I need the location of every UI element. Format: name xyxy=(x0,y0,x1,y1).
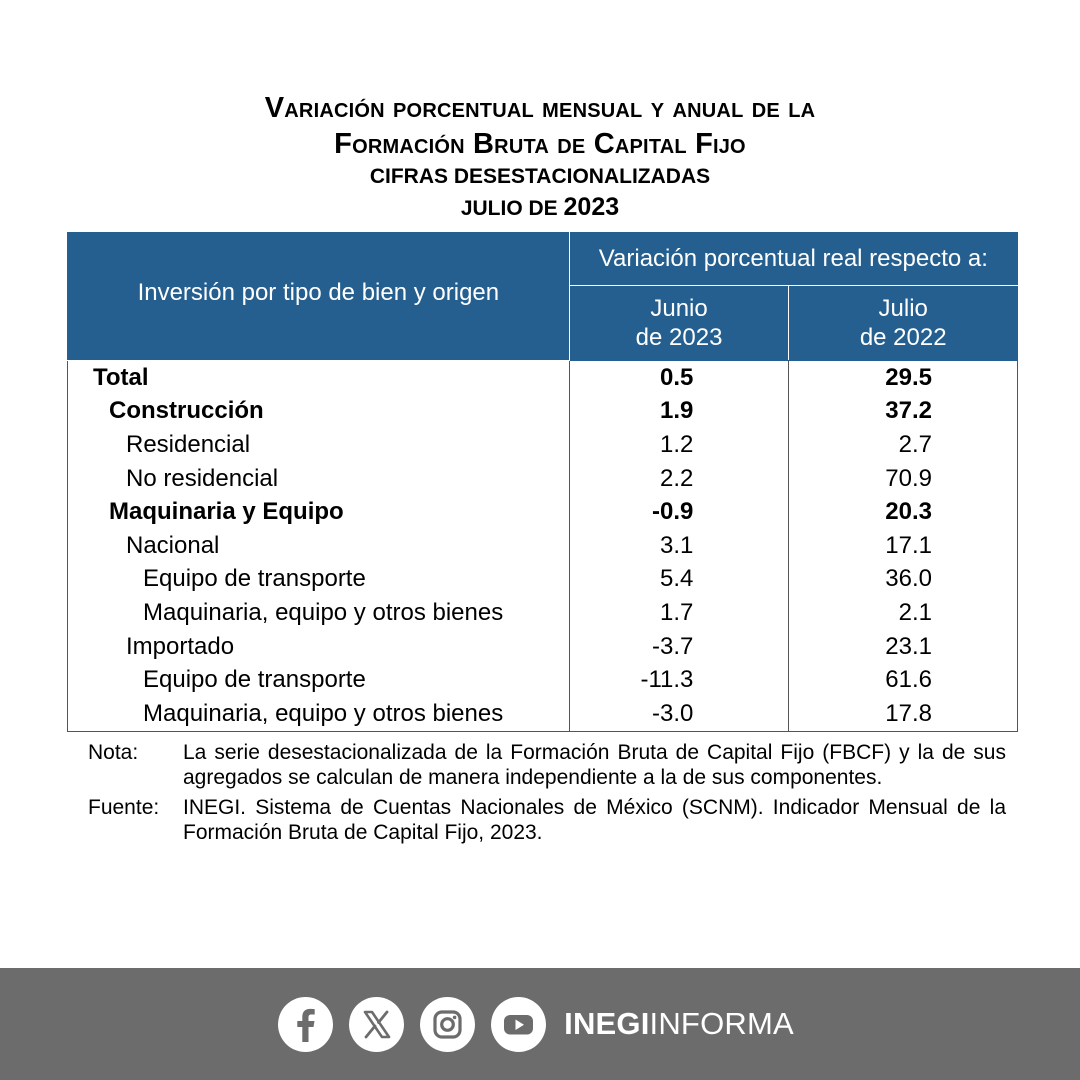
brand-light: INFORMA xyxy=(649,1006,794,1041)
value-june-2023: -3.0 xyxy=(569,697,789,731)
col-header-june-2023 xyxy=(569,286,789,361)
date-prefix: JULIO DE xyxy=(460,197,558,220)
table-row xyxy=(68,529,1018,563)
row-label: Equipo de transporte xyxy=(68,563,570,597)
row-label: No residencial xyxy=(68,462,570,496)
brand-wordmark xyxy=(564,1006,794,1042)
table-row xyxy=(68,361,1018,395)
notes-block xyxy=(88,740,1006,850)
col2-label: Julio de 2022 xyxy=(859,295,947,351)
date-line xyxy=(0,192,1080,224)
value-june-2023: 1.7 xyxy=(569,596,789,630)
source-row xyxy=(88,795,1006,845)
row-label: Maquinaria y Equipo xyxy=(68,495,570,529)
col-header-july-2022 xyxy=(789,286,1018,361)
source-key: Fuente: xyxy=(88,796,160,819)
instagram-icon[interactable] xyxy=(420,997,475,1052)
data-table xyxy=(67,232,1018,732)
value-june-2023: 1.2 xyxy=(569,428,789,462)
value-july-2022: 2.7 xyxy=(789,428,1018,462)
value-july-2022: 17.8 xyxy=(789,697,1018,731)
table-row xyxy=(68,630,1018,664)
row-label: Residencial xyxy=(68,428,570,462)
value-july-2022: 29.5 xyxy=(789,361,1018,395)
table-row xyxy=(68,428,1018,462)
table-row xyxy=(68,563,1018,597)
subtitle-line: CIFRAS DESESTACIONALIZADAS xyxy=(369,165,711,188)
source-text: INEGI. Sistema de Cuentas Nacionales de México (SCNM). Indicador Mensual de la Formación Bruta de Capital Fijo, 2023. xyxy=(183,796,1006,844)
row-label: Total xyxy=(68,361,570,395)
table-row xyxy=(68,462,1018,496)
table-row xyxy=(68,395,1018,429)
value-july-2022: 70.9 xyxy=(789,462,1018,496)
value-july-2022: 2.1 xyxy=(789,596,1018,630)
title-block xyxy=(0,90,1080,224)
value-june-2023: 5.4 xyxy=(569,563,789,597)
row-header: Inversión por tipo de bien y origen xyxy=(68,233,570,361)
brand-bold: INEGI xyxy=(564,1006,650,1041)
row-label: Maquinaria, equipo y otros bienes xyxy=(68,596,570,630)
row-label: Construcción xyxy=(68,395,570,429)
note-key: Nota: xyxy=(88,741,139,764)
value-july-2022: 20.3 xyxy=(789,495,1018,529)
row-label: Equipo de transporte xyxy=(68,663,570,697)
table-row xyxy=(68,697,1018,731)
group-header: Variación porcentual real respecto a: xyxy=(569,233,1017,286)
table-row xyxy=(68,495,1018,529)
value-july-2022: 37.2 xyxy=(789,395,1018,429)
facebook-icon[interactable] xyxy=(278,997,333,1052)
value-june-2023: 3.1 xyxy=(569,529,789,563)
row-label: Nacional xyxy=(68,529,570,563)
value-june-2023: 2.2 xyxy=(569,462,789,496)
value-july-2022: 61.6 xyxy=(789,663,1018,697)
value-june-2023: -11.3 xyxy=(569,663,789,697)
note-row xyxy=(88,740,1006,790)
social-icons xyxy=(278,997,546,1052)
title-line-2: Formación Bruta de Capital Fijo xyxy=(334,128,746,160)
value-june-2023: -0.9 xyxy=(569,495,789,529)
table-row xyxy=(68,663,1018,697)
youtube-icon[interactable] xyxy=(491,997,546,1052)
row-label: Importado xyxy=(68,630,570,664)
value-june-2023: 0.5 xyxy=(569,361,789,395)
value-july-2022: 23.1 xyxy=(789,630,1018,664)
row-label: Maquinaria, equipo y otros bienes xyxy=(68,697,570,731)
note-text: La serie desestacionalizada de la Formación Bruta de Capital Fijo (FBCF) y la de sus agregados se calculan de manera independiente a la de sus componentes. xyxy=(183,741,1006,789)
value-june-2023: -3.7 xyxy=(569,630,789,664)
x-icon[interactable] xyxy=(349,997,404,1052)
value-july-2022: 36.0 xyxy=(789,563,1018,597)
value-june-2023: 1.9 xyxy=(569,395,789,429)
table-row xyxy=(68,596,1018,630)
title-line-1: Variación porcentual mensual y anual de la xyxy=(264,92,816,124)
footer-bar xyxy=(0,968,1080,1080)
value-july-2022: 17.1 xyxy=(789,529,1018,563)
col1-label: Junio de 2023 xyxy=(635,295,723,351)
date-year: 2023 xyxy=(563,193,620,221)
